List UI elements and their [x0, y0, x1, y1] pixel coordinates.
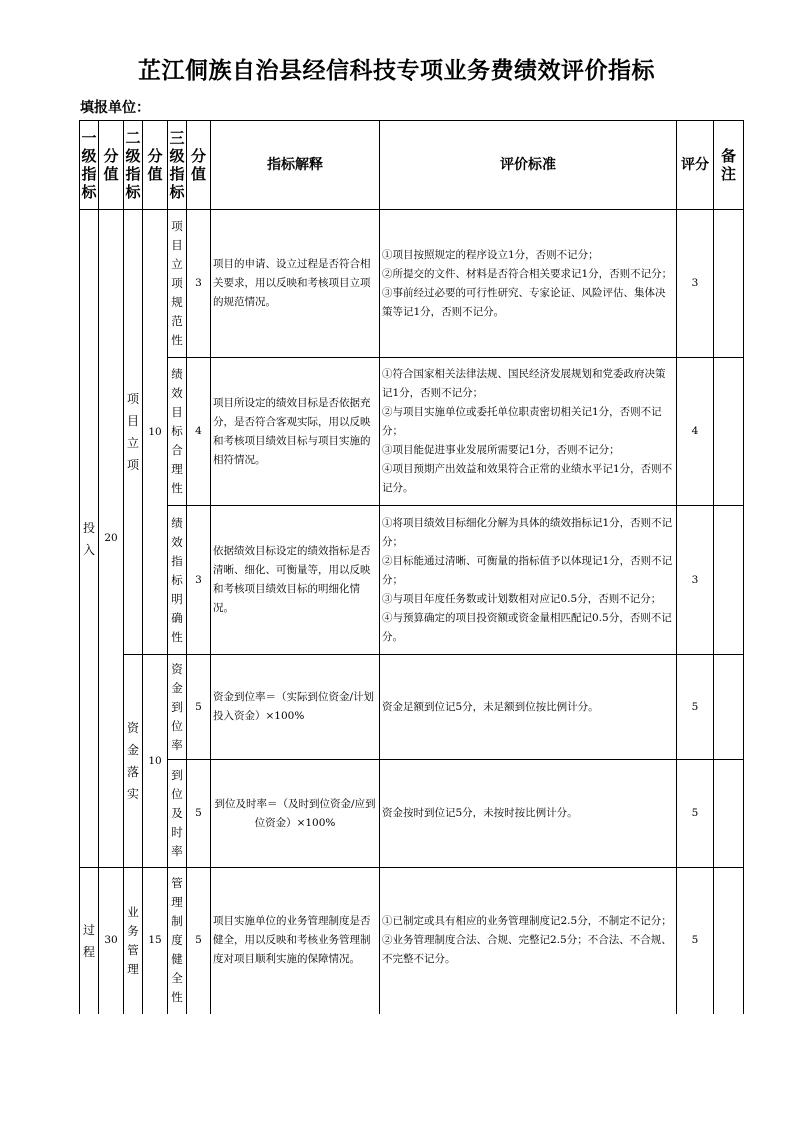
- l1-cell: 过程: [80, 868, 99, 1014]
- remark-cell: [714, 358, 744, 506]
- remark-cell: [714, 868, 744, 1014]
- criteria-line: ④项目预期产出效益和效果符合正常的业绩水平记1分，否则不记分。: [382, 463, 673, 494]
- remark-cell: [714, 506, 744, 655]
- criteria-cell: [380, 655, 677, 760]
- score3-cell: 5: [187, 760, 211, 868]
- header-row: [80, 121, 744, 210]
- l2-cell: 业务管理: [124, 868, 143, 1014]
- header-l2: 二级指标: [124, 121, 143, 210]
- l2-cell: 项目立项: [124, 210, 143, 655]
- criteria-line: ①将项目绩效目标细化分解为具体的绩效指标记1分，否则不记分；: [382, 516, 673, 548]
- score3-cell: 3: [187, 210, 211, 358]
- remark-cell: [714, 760, 744, 868]
- criteria-line: ③项目能促进事业发展所需要记1分，否则不记分；: [382, 444, 620, 456]
- table-row: [80, 506, 744, 655]
- score3-cell: 3: [187, 506, 211, 655]
- score2-cell: 10: [143, 655, 168, 868]
- document-title: 芷江侗族自治县经信科技专项业务费绩效评价指标: [138, 58, 655, 84]
- header-score3: 分值: [187, 121, 211, 210]
- rating-cell: 3: [677, 506, 714, 655]
- score3-cell: 5: [187, 655, 211, 760]
- criteria-line: ②所提交的文件、材料是否符合相关要求记1分，否则不记分；: [382, 267, 673, 280]
- header-remark: 备注: [714, 121, 744, 210]
- criteria-line: ④与预算确定的项目投资额或资金量相匹配记0.5分，否则不记分。: [382, 611, 672, 643]
- header-criteria: 评价标准: [380, 121, 677, 210]
- criteria-line: ①项目按照规定的程序设立1分，否则不记分；: [382, 248, 599, 261]
- criteria-cell: [380, 760, 677, 868]
- criteria-line: ①已制定或具有相应的业务管理制度记2.5分，不制定不记分；: [382, 915, 672, 928]
- explanation-cell: 项目所设定的绩效目标是否依据充分，是否符合客观实际，用以反映和考核项目绩效目标与项目实施的相符情况。: [211, 358, 380, 506]
- table-row: [80, 358, 744, 506]
- criteria-cell: [380, 868, 677, 1014]
- score2-cell: 15: [143, 868, 168, 1014]
- header-l1: 一级指标: [80, 121, 99, 210]
- rating-cell: 4: [677, 358, 714, 506]
- l3-cell: 资金到位率: [168, 655, 187, 760]
- remark-cell: [714, 210, 744, 358]
- header-rating: 评分: [677, 121, 714, 210]
- explanation-cell: 项目的申请、设立过程是否符合相关要求，用以反映和考核项目立项的规范情况。: [211, 210, 380, 358]
- criteria-line: 资金按时到位记5分，未按时按比例计分。: [382, 807, 578, 819]
- header-score2: 分值: [143, 121, 168, 210]
- rating-cell: 5: [677, 868, 714, 1014]
- l1-cell: 投入: [80, 210, 99, 868]
- l3-cell: 绩效指标明确性: [168, 506, 187, 655]
- table-row: [80, 655, 744, 760]
- l3-cell: 项目立项规范性: [168, 210, 187, 358]
- header-score1: 分值: [99, 121, 124, 210]
- rating-cell: 3: [677, 210, 714, 358]
- l2-cell: 资金落实: [124, 655, 143, 868]
- score1-cell: 30: [99, 868, 124, 1014]
- explanation-cell: 资金到位率＝（实际到位资金/计划投入资金）×100%: [211, 655, 380, 760]
- remark-cell: [714, 655, 744, 760]
- criteria-line: ②目标能通过清晰、可衡量的指标值予以体现记1分，否则不记分；: [382, 554, 673, 586]
- criteria-cell: [380, 506, 677, 655]
- rating-cell: 5: [677, 760, 714, 868]
- table-row: [80, 210, 744, 358]
- l3-cell: 管理制度健全性: [168, 868, 187, 1014]
- evaluation-table: [79, 120, 744, 1014]
- l3-cell: 绩效目标合理性: [168, 358, 187, 506]
- unit-label: 填报单位：: [80, 100, 150, 116]
- criteria-line: ②与项目实施单位或委托单位职责密切相关记1分，否则不记分；: [382, 406, 662, 437]
- score3-cell: 5: [187, 868, 211, 1014]
- header-explanation: 指标解释: [211, 121, 380, 210]
- score1-cell: 20: [99, 210, 124, 868]
- score2-cell: 10: [143, 210, 168, 655]
- criteria-line: 资金足额到位记5分，未足额到位按比例计分。: [382, 700, 599, 713]
- table-row: [80, 868, 744, 1014]
- explanation-cell: 依据绩效目标设定的绩效指标是否清晰、细化、可衡量等，用以反映和考核项目绩效目标的明细化情况。: [211, 506, 380, 655]
- rating-cell: 5: [677, 655, 714, 760]
- criteria-line: ③事前经过必要的可行性研究、专家论证、风险评估、集体决策等记1分，否则不记分。: [382, 286, 666, 318]
- criteria-line: ①符合国家相关法律法规、国民经济发展规划和党委政府决策记1分，否则不记分；: [382, 368, 666, 399]
- criteria-line: ②业务管理制度合法、合规、完整记2.5分；不合法、不合规、不完整不记分。: [382, 934, 672, 966]
- explanation-cell: 项目实施单位的业务管理制度是否健全，用以反映和考核业务管理制度对项目顺利实施的保障情况。: [211, 868, 380, 1014]
- table-row: [80, 760, 744, 868]
- header-l3: 三级指标: [168, 121, 187, 210]
- score3-cell: 4: [187, 358, 211, 506]
- explanation-cell: 到位及时率＝（及时到位资金/应到位资金）×100%: [211, 760, 380, 868]
- l3-cell: 到位及时率: [168, 760, 187, 868]
- criteria-line: ③与项目年度任务数或计划数相对应记0.5分，否则不记分；: [382, 592, 662, 605]
- criteria-cell: [380, 358, 677, 506]
- criteria-cell: [380, 210, 677, 358]
